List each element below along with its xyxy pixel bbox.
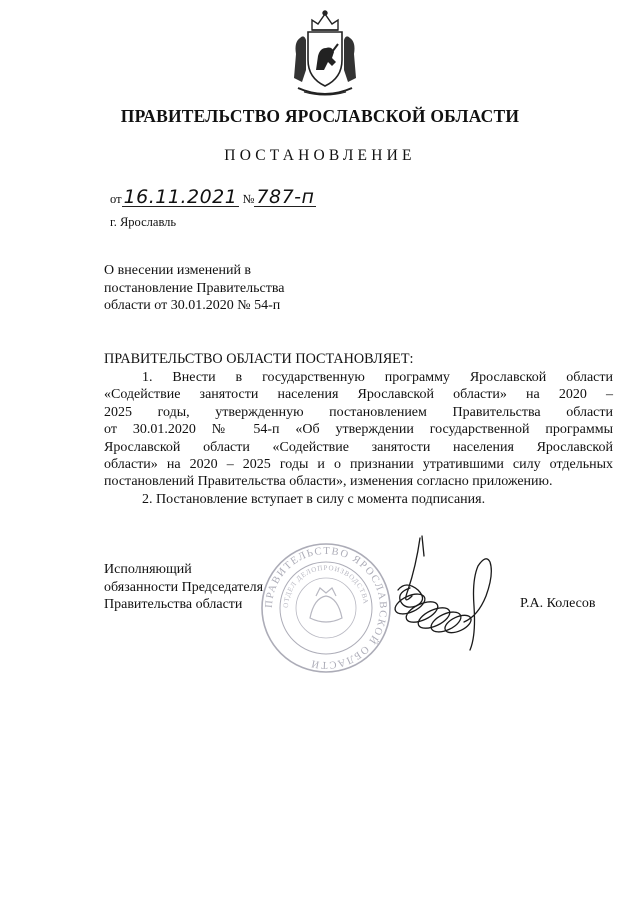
number-prefix: № <box>242 192 255 206</box>
document-subject <box>104 262 354 315</box>
subject-line: постановление Правительства <box>104 280 285 296</box>
body-line: области» на 2020 – 2025 годы и о признании утратившими силу отдельных <box>104 457 613 473</box>
official-stamp <box>258 540 394 676</box>
svg-text:ОТДЕЛ ДЕЛОПРОИЗВОДСТВА <box>282 564 370 608</box>
position-line: Исполняющий <box>104 562 192 577</box>
body-line: 2025 годы, утвержденную постановлением Правительства области <box>104 404 613 420</box>
city: г. Ярославль <box>110 215 177 229</box>
signer-name: Р.А. Колесов <box>520 596 596 611</box>
government-title: ПРАВИТЕЛЬСТВО ЯРОСЛАВСКОЙ ОБЛАСТИ <box>120 106 520 126</box>
subject-line: О внесении изменений в <box>104 263 252 278</box>
document-type: ПОСТАНОВЛЕНИЕ <box>224 147 416 164</box>
paragraph-2: 2. Постановление вступает в силу с момента подписания. <box>142 491 486 507</box>
position-line: Правительства области <box>104 597 243 612</box>
document-date: 16.11.2021 <box>123 186 238 208</box>
decree-heading: ПРАВИТЕЛЬСТВО ОБЛАСТИ ПОСТАНОВЛЯЕТ: <box>104 351 414 367</box>
document-number: 787-п <box>256 186 315 208</box>
subject-line: области от 30.01.2020 № 54-п <box>104 298 281 313</box>
body-line: от 30.01.2020 № 54-п «Об утверждении государственной программы <box>104 422 613 438</box>
stamp-inner-text: ОТДЕЛ ДЕЛОПРОИЗВОДСТВА <box>281 563 370 609</box>
document-body <box>104 369 613 508</box>
body-line: 1. Внести в государственную программу Ярославской области <box>142 370 613 385</box>
body-line-last: постановлений Правительства области», изменения согласно приложению. <box>104 474 553 490</box>
signatory-position <box>104 561 263 614</box>
stamp-ring-text: ПРАВИТЕЛЬСТВО ЯРОСЛАВСКОЙ ОБЛАСТИ <box>263 545 389 671</box>
position-line: обязанности Председателя <box>104 579 264 595</box>
coat-of-arms-icon <box>288 8 362 100</box>
date-prefix: от <box>110 192 122 206</box>
handwritten-signature <box>378 526 518 666</box>
body-line: Ярославской области «Содействие занятости населения Ярославской <box>104 439 613 455</box>
date-number-line <box>110 188 316 207</box>
body-line: «Содействие занятости населения Ярославской области» на 2020 – <box>104 387 613 403</box>
